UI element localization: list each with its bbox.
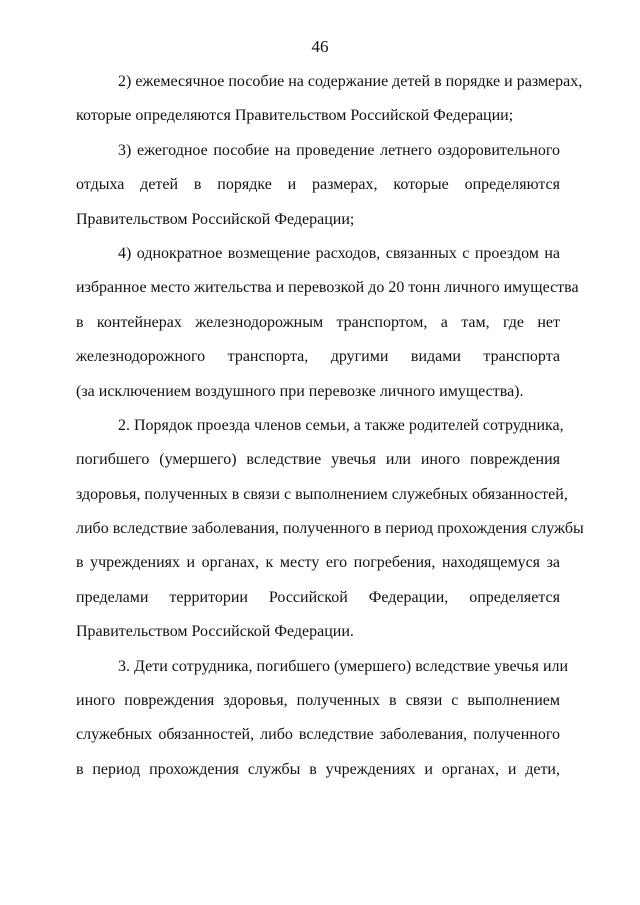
text-line: Правительством Российской Федерации. [76,623,354,641]
text-line: 3) ежегодное пособие на проведение летнего оздоровительного [118,141,560,159]
text-line: 2) ежемесячное пособие на содержание детей в порядке и размерах, [118,73,583,90]
paragraph-item-3 [76,134,560,237]
paragraph-item-2 [76,65,583,134]
text-line: (за исключением воздушного при перевозке личного имущества). [76,382,524,400]
text-line: в контейнерах железнодорожным транспортом, а там, где нет [76,313,560,331]
text-line: в период прохождения службы в учреждениях и органах, и дети, [76,760,560,778]
paragraph-clause-2 [76,409,584,650]
text-line: погибшего (умершего) вследствие увечья или иного повреждения [76,451,560,469]
text-line: иного повреждения здоровья, полученных в связи с выполнением [76,692,560,710]
text-line: железнодорожного транспорта, другими видами транспорта [76,348,560,366]
paragraph-clause-3 [76,650,569,788]
text-line: отдыха детей в порядке и размерах, которые определяются [76,176,560,194]
text-line: 2. Порядок проезда членов семьи, а также родителей сотрудника, [118,416,564,434]
text-line: служебных обязанностей, либо вследствие заболевания, полученного [76,726,560,744]
paragraph-item-4 [76,237,579,409]
text-line: 3. Дети сотрудника, погибшего (умершего) вследствие увечья или [118,657,569,675]
text-line: которые определяются Правительством Российской Федерации; [76,107,514,125]
page-number: 46 [311,37,329,56]
text-line: избранное место жительства и перевозкой до 20 тонн личного имущества [76,279,579,297]
text-line: в учреждениях и органах, к месту его погребения, находящемуся за [76,554,560,572]
text-line: 4) однократное возмещение расходов, связанных с проездом на [118,244,560,262]
text-line: здоровья, полученных в связи с выполнением служебных обязанностей, [76,485,568,503]
document-body [76,65,584,787]
text-line: Правительством Российской Федерации; [76,210,355,228]
text-line: пределами территории Российской Федерации, определяется [76,588,560,606]
text-line: либо вследствие заболевания, полученного в период прохождения службы [76,520,584,538]
